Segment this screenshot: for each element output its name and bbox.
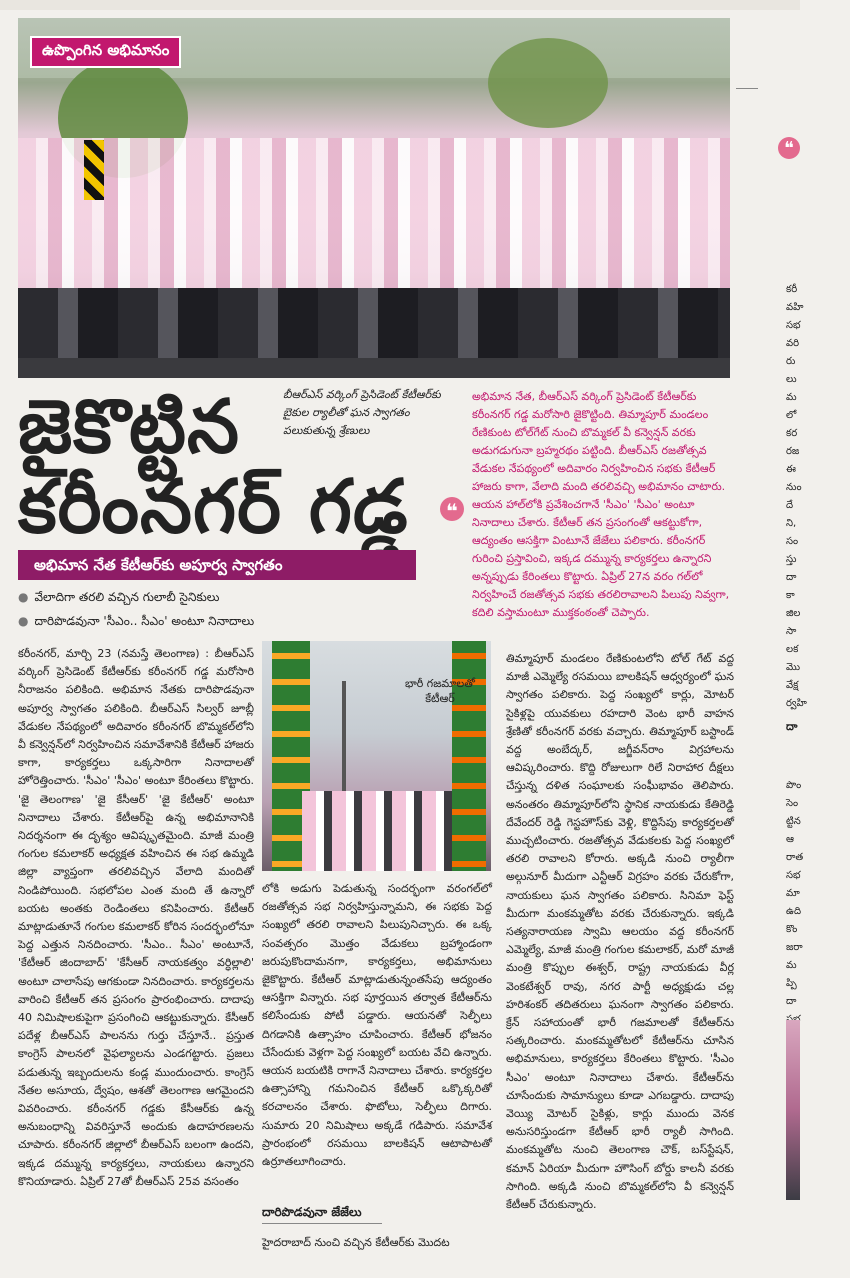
adjacent-article-line: రజ <box>786 446 800 457</box>
adjacent-article-line: దా <box>786 996 797 1007</box>
main-photo-caption: బీఆర్ఎస్ వర్కింగ్ ప్రెసిడెంట్ కేటీఆర్‌కు బైకుల ర్యాలీతో ఘన స్వాగతం పలుకుతున్న శ్రేణులు <box>283 388 441 437</box>
main-photo-rally <box>18 18 730 378</box>
adjacent-article-line: ట్టిన <box>786 816 801 827</box>
article-column-1: కరీంనగర్, మార్చి 23 (నమస్తే తెలంగాణ) : బీఆర్ఎస్ వర్కింగ్ ప్రెసిడెంట్ కేటీఆర్‌కు కరీంనగర్ గడ్డ మరోసారి నీరాజనం పలికింది. అభిమాన నేతకు దారిపొడవునా అపూర్వ స్వాగతం పలికింది. బీఆర్ఎస్ సిల్వర్ జూబ్లీ వేడుకల నేపథ్యంలో అదివారం కరీంనగర్ బొమ్మకల్‌లోని వీ కన్వెన్షన్‌లో నిర్వహించిన సమావేశానికి కేటీఆర్ హాజరు కాగా, కార్యకర్తలు ఒక్కసారిగా నినాదాలతో హోరెత్తించారు. 'సీఎం' 'సీఎం' అంటూ కేరింతలు కొట్టారు. 'జై తెలంగాణ' 'జై కేసీఆర్' 'జై కేటీఆర్' అంటూ నినాదాలు చేశారు. కేటీఆర్‌పై ఉన్న అభిమానానికి నిదర్శనంగా ఈ దృశ్యం ఆవిష్కృతమైంది. మాజీ మంత్రి గంగుల కమలాకర్ అధ్యక్షత వహించిన ఈ సభ ఉమ్మడి జిల్లా వ్యాప్తంగా తరలివచ్చిన వేలాది మందితో నిండిపోయింది. సభలోపల ఎంత మంది తే ఉన్నారో బయట అంతకు రెండింతలు కనిపించారు. కేటీఆర్ మాట్లాడుతూనే గంగుల కమలాకర్ కోరిన సందర్భంలోనూ పెద్ద ఎత్తున నినదించారు. 'సీఎం.. సీఎం' అంటూనే, 'కేటీఆర్ జిందాబాద్' 'కేసీఆర్ నాయకత్వం వర్ధిల్లాలి' అంటూ చాలాసేపు ఆగకుండా నినదించారు. కార్యకర్తలను వారించి కేటీఆర్ తన ప్రసంగం ప్రారంభించారు. దాదాపు 40 నిమిషాలకుపైగా ప్రసంగించి ఆకట్టుకున్నారు. కేసీఆర్ పదేళ్ల బీఆర్ఎస్ పాలనను గుర్తు చేస్తూనే.. ప్రస్తుత కాంగ్రెస్ పాలనలో వైఫల్యాలను ఎండగట్టారు. ప్రజలు పడుతున్న ఇబ్బందులను కండ్ల ముందుంచారు. కాంగ్రెస్ నేతల అసూయ, ద్వేషం, ఆశతో తెలంగాణ ఆగమైందని వివరించారు. కరీంనగర్ గడ్డకు కేసీఆర్‌కు ఉన్న అనుబంధాన్ని వివరిస్తూనే అందుకు ఉదాహరణలను చూపారు. కరీంనగర్ జిల్లాలో బీఆర్ఎస్ బలంగా ఉందని, ఇక్కడ దమ్మున్న కార్యకర్తలు, నాయకులు ఉన్నారని కొనియాడారు. ఏప్రిల్ 27తో బీఆర్ఎస్ 25వ వసంతం <box>18 647 254 1188</box>
adjacent-article-line: ఉది <box>786 906 802 917</box>
adjacent-article-line: దే <box>786 500 794 511</box>
adjacent-article-line: వహి <box>786 302 804 313</box>
adjacent-photo <box>786 1020 800 1200</box>
adjacent-article-line: ప్పి <box>786 978 797 989</box>
section-subheading: దారిపొడవునా జేజేలు <box>262 1205 362 1222</box>
adjacent-article-line: సభ <box>786 320 801 331</box>
photo-trees-right <box>488 38 608 128</box>
photo-tag: ఉప్పొంగిన అభిమానం <box>30 36 181 68</box>
adjacent-article-line: కర <box>786 428 798 439</box>
adjacent-article-line: ర్వహి <box>786 698 807 709</box>
adjacent-article-line: కరీ <box>786 284 798 295</box>
adjacent-article-line: ఆ <box>786 834 794 845</box>
photo-road <box>18 358 730 378</box>
adjacent-article-line: రు <box>786 356 796 367</box>
hazard-sign <box>84 140 104 200</box>
top-strip <box>0 0 800 10</box>
article-column-3: తిమ్మాపూర్ మండలం రేణికుంటలోని టోల్ గేట్ వద్ద మాజీ ఎమ్మెల్యే రసమయి బాలకిషన్ ఆధ్వర్యంలో ఘన స్వాగతం పలికారు. పెద్ద సంఖ్యలో కార్లు, మోటర్ సైకిళ్లపై యువకులు రహదారి వెంట భారీ వాహన శ్రేణితో కరీంనగర్ వరకు వచ్చారు. తిమ్మాపూర్ బస్టాండ్ వద్ద అంబేద్కర్, జగ్జీవన్‌రాం విగ్రహాలను ఆవిష్కరించారు. కొద్ది రోజులుగా రిలే నిరాహార దీక్షలు చేస్తున్న దళిత సంఘాలకు సంఘీభావం తెలిపారు. అనంతరం తిమ్మాపూర్‌లోని స్థానిక నాయకుడు కేతిరెడ్డి దేవేందర్ రెడ్డి గెస్టహౌస్‌కు వెళ్లి, కొద్దిసేపు కార్యకర్తలతో ముచ్చటించారు. రజతోత్సవ వేడుకలకు పెద్ద సంఖ్యలో తరలి రావాలని కోరారు. అక్కడి నుంచి ర్యాలీగా అల్గునూర్ మీదుగా ఎన్టీఆర్ విగ్రహం వరకు చేరుకోగా, నాయకులు ఘన స్వాగతం పలికారు. సినిమా ఫెస్ట్ మీదుగా మంకమ్మతోట వరకు చేరుకున్నారు. ఇక్కడి సత్యనారాయణ స్వామి ఆలయం వద్ద కరీంనగర్ ఎమ్మెల్యే, మాజీ మంత్రి గంగుల కమలాకర్, మరో మాజీ మంత్రి కొప్పుల ఈశ్వర్, రాష్ట్ర నాయకుడు వీర్ల వెంకటేశ్వర్ రావు, నగర పార్టీ అధ్యక్షుడు చల్ల హరిశంకర్ తదితరులు ఘనంగా స్వాగతం పలికారు. క్రేన్ సహాయంతో భారీ గజమాలతో కేటీఆర్‌ను సత్కరించారు. మంకమ్మతోటలో కేటీఆర్‌ను చూసిన అభిమానులు, కార్యకర్తలు కేరింతలు కొట్టారు. 'సీఎం సీఎం' అంటూ నినాదాలు చేశారు. కేటీఆర్‌ను చూసేందుకు సామాన్యులు కూడా ఎగబడ్డారు. దాదాపు వెయ్యి మోటర్ సైకిళ్లు, కార్లు ముందు వెనక అనుసరిస్తుండగా కేటీఆర్ భారీ ర్యాలీ సాగింది. మంకమ్మతోట నుంచి తెలంగాణ చౌక్, బస్‌స్టేషన్, కమాన్ ఏరియా మీదుగా హౌసింగ్ బోర్డు కాలనీ వరకు సాగింది. అక్కడి నుంచి బొమ్మకల్‌లోని వీ కన్వెన్షన్ కేటీఆర్ చేరుకున్నారు. <box>506 652 734 1212</box>
adjacent-article-line: లు <box>786 374 797 385</box>
bullet-text: దారిపొడవునా 'సీఎం.. సీఎం' అంటూ నినాదాలు <box>34 614 255 628</box>
strip-divider <box>736 88 758 89</box>
adjacent-article-line: జరా <box>786 942 803 953</box>
adjacent-article-line: ఈ <box>786 464 796 475</box>
adjacent-article-line: పొం <box>786 780 802 791</box>
adjacent-article-line: సం <box>786 536 799 547</box>
adjacent-article-line: ని, <box>786 518 797 529</box>
article-column-2: లోకి అడుగు పెడుతున్న సందర్భంగా వరంగల్‌లో రజతోత్సవ సభ నిర్వహిస్తున్నామని, ఈ సభకు పెద్ద సంఖ్యలో తరలి రావాలని పిలుపునిచ్చారు. ఈ ఒక్క సంవత్సరం మొత్తం వేడుకలు బ్రహ్మాండంగా జరుపుకొందామనగా, కార్యకర్తలు, అభిమానులు జైకొట్టారు. కేటీఆర్ మాట్లాడుతున్నంతసేపు ఆద్యంతం ఆసక్తిగా విన్నారు. సభ పూర్తయిన తర్వాత కేటీఆర్‌ను కలిసేందుకు పోటీ పడ్డారు. ఆయనతో సెల్ఫీలు దిగడానికి ఉత్సాహం చూపించారు. కేటీఆర్ భోజనం చేసేందుకు వెళ్లగా పెద్ద సంఖ్యలో బయట వేచి ఉన్నారు. ఆయన బయటికి రాగానే నినాదాలు చేశారు. కార్యకర్తల ఉత్సాహాన్ని గమనించిన కేటీఆర్ ఒక్కొక్కరితో కరచాలనం చేశారు. ఫొటోలు, సెల్ఫీలు దిగారు. సుమారు 20 నిమిషాలు అక్కడే గడిపారు. సమావేశ ప్రారంభంలో రసమయి బాలకిషన్ ఆటాపాటతో ఉర్రూతలూగించారు. <box>262 882 492 1169</box>
highlight-quote: అభిమాన నేత, బీఆర్ఎస్ వర్కింగ్ ప్రెసిడెంట్ కేటీఆర్‌కు కరీంనగర్ గడ్డ మరోసారి జైకొట్టింది. తిమ్మాపూర్ మండలం రేణికుంట టోల్‌గేట్ నుంచి బొమ్మకల్ వీ కన్వెన్షన్ వరకు అడుగడుగునా బ్రహ్మరథం పట్టింది. బీఆర్ఎస్ రజతోత్సవ వేడుకల నేపథ్యంలో అదివారం నిర్వహించిన సభకు కేటీఆర్ హాజరు కాగా, వేలాది మంది తరలివచ్చి అభిమానం చాటారు. ఆయన హాల్‌లోకి ప్రవేశించగానే 'సీఎం' 'సీఎం' అంటూ నినాదాలు చేశారు. కేటీఆర్ తన ప్రసంగంతో ఆకట్టుకోగా, ఆద్యంతం ఆసక్తిగా వింటూనే జేజేలు పలికారు. కరీంనగర్ గురించి ప్రస్తావించి, ఇక్కడ దమ్మున్న కార్యకర్తలు ఉన్నారని అన్నప్పుడు కేరింతలు కొట్టారు. ఏప్రిల్ 27న వరం గల్‌లో నిర్వహించే రజతోత్సవ సభకు తరలిరావాలని పిలుపు నివ్వగా, కదిలి వస్తామంటూ ముక్తకంఠంతో చెప్పారు. <box>472 390 730 619</box>
adjacent-article-line: రాత <box>786 852 804 863</box>
adjacent-article-line: నుం <box>786 482 802 493</box>
bullet-point <box>18 614 254 631</box>
garland-crowd <box>302 791 462 871</box>
adjacent-article-line: మ <box>786 392 797 403</box>
adjacent-article-line: కా <box>786 590 795 601</box>
quote-icon-right: ❝ <box>778 137 800 159</box>
headline: జైకొట్టిన కరీంనగర్ గడ్డ <box>18 384 409 550</box>
adjacent-article-line: సా <box>786 626 797 637</box>
subheadline-banner: అభిమాన నేత కేటీఆర్‌కు అపూర్వ స్వాగతం <box>18 550 416 580</box>
adjacent-subheading: దా <box>786 720 798 733</box>
bullet-icon: ● <box>18 590 29 604</box>
adjacent-article-line: సెం <box>786 798 799 809</box>
adjacent-article-line: లక <box>786 644 799 655</box>
adjacent-article-line: జిల <box>786 608 801 619</box>
garland-photo-caption: భారీ గజమాలతో కేటీఆర్ <box>405 677 475 705</box>
adjacent-article-line: మొ <box>786 662 801 673</box>
bullet-icon: ● <box>18 614 29 628</box>
adjacent-article-line: స్తు <box>786 554 797 565</box>
article-column-2-tail: హైదరాబాద్ నుంచి వచ్చిన కేటీఆర్‌కు మొదట <box>262 1236 450 1249</box>
adjacent-article-line: కొం <box>786 924 798 935</box>
adjacent-article-line: దా <box>786 572 797 583</box>
quote-icon: ❝ <box>440 497 464 521</box>
bullet-text: వేలాదిగా తరలి వచ్చిన గులాబీ సైనికులు <box>34 590 220 604</box>
adjacent-article-line: వేక్ష <box>786 680 799 691</box>
adjacent-article-line: మా <box>786 888 800 899</box>
bullet-point <box>18 590 219 607</box>
adjacent-article-line: వరి <box>786 338 800 349</box>
adjacent-article-line: సభ <box>786 870 801 881</box>
adjacent-article-line: మ <box>786 960 797 971</box>
adjacent-article-line: లో <box>786 410 797 421</box>
